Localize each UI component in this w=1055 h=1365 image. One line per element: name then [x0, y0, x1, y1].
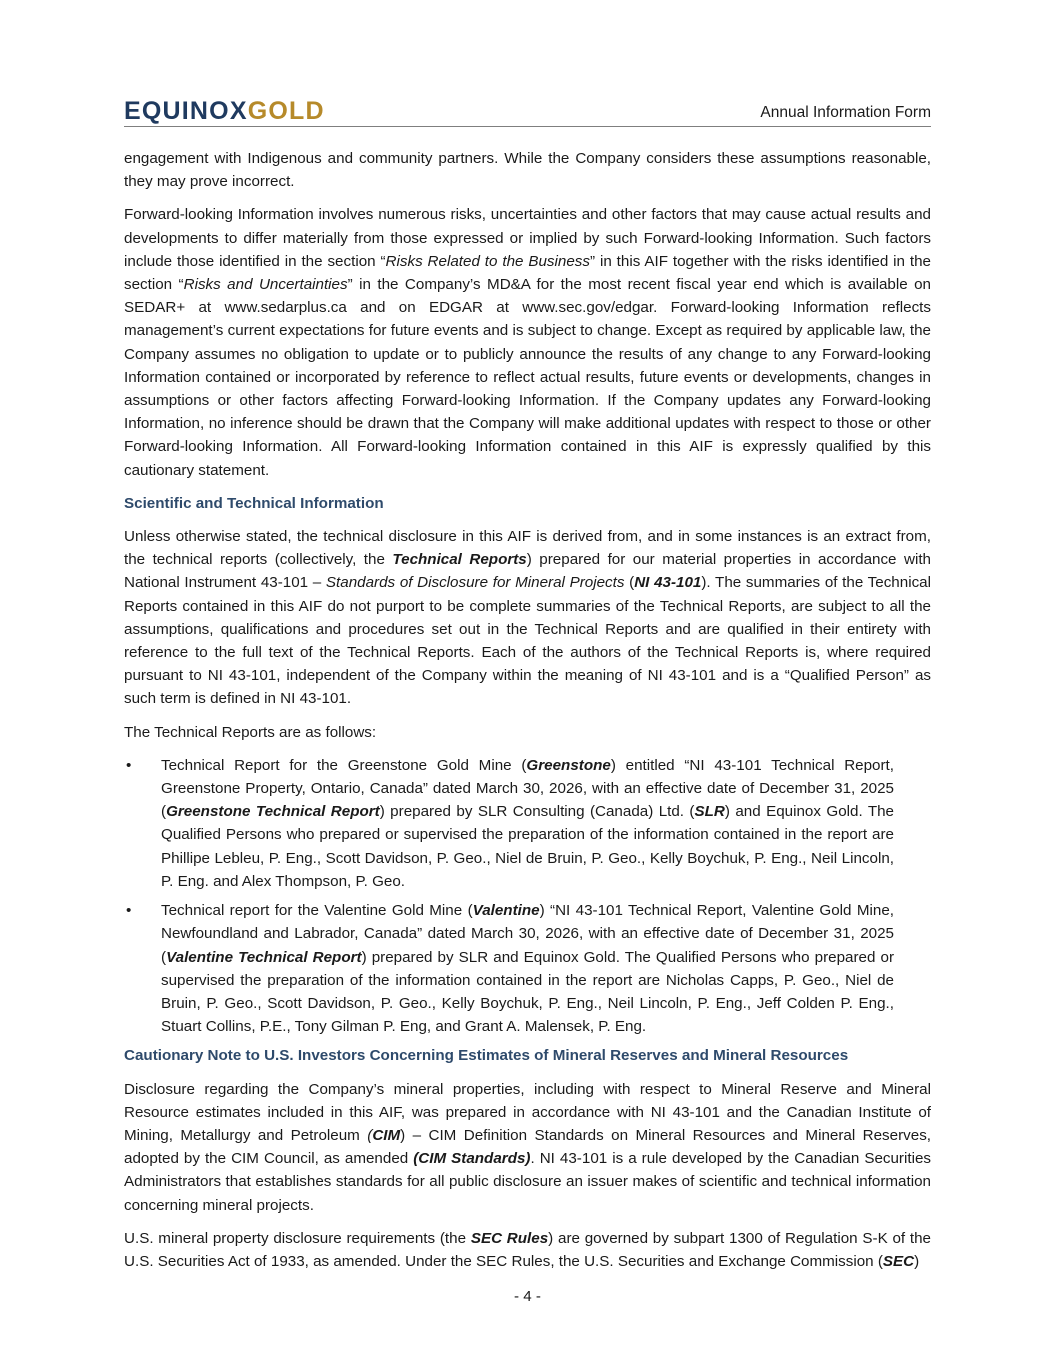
- paragraph-mineral-disclosure: Disclosure regarding the Company’s mineral properties, including with respect to Mineral Reserve and Mineral Resource estimates included in this AIF, was prepared in accordance with NI 43-101 and the Canadian Institute of Mining, Metallurgy and Petroleum (CIM) – CIM Definition Standards on Mineral Resources and Mineral Reserves, adopted by the CIM Council, as amended (CIM Standards). NI 43-101 is a rule developed by the Canadian Securities Administrators that establishes standards for all public disclosure an issuer makes of scientific and technical information concerning mineral projects.: [124, 1080, 932, 1214]
- page-number: - 4 -: [513, 1288, 541, 1305]
- document-body: [124, 147, 931, 1283]
- document-title: Annual Information Form: [760, 104, 931, 121]
- equinox-gold-logo: EQUINOXGOLD: [124, 97, 325, 125]
- heading-scientific-technical: Scientific and Technical Information: [124, 494, 384, 512]
- list-item-valentine: • Technical report for the Valentine Gold Mine (Valentine) “NI 43-101 Technical Report, Valentine Gold Mine, Newfoundland and Labrador, Canada” dated March 30, 2026, with an effective date of December 31, 2025 (Valentine Technical Report) prepared by SLR and Equinox Gold. The Qualified Persons who prepared or supervised the preparation of the information contained in the report are Nicholas Capps, P. Geo., Niel de Bruin, P. Geo., Scott Davidson, P. Geo., Kelly Boychuk, P. Eng., Neil Lincoln, P. Eng., Jeff Colden P. Eng., Stuart Collins, P.E., Tony Gilman P. Eng, and Grant A. Malensek, P. Eng.: [124, 899, 931, 1038]
- paragraph-technical-disclosure: Unless otherwise stated, the technical disclosure in this AIF is derived from, and in some instances is an extract from, the technical reports (collectively, the Technical Reports) prepared for our material properties in accordance with National Instrument 43-101 – Standards of Disclosure for Mineral Projects (NI 43-101). The summaries of the Technical Reports contained in this AIF do not purport to be complete summaries of the Technical Reports, are subject to all the assumptions, qualifications and procedures set out in the Technical Reports and are qualified in their entirety with reference to the full text of the Technical Reports. Each of the authors of the Technical Reports is, where required pursuant to NI 43-101, independent of the Company within the meaning of NI 43-101 and is a “Qualified Person” as such term is defined in NI 43-101.: [124, 528, 931, 708]
- technical-reports-list: [124, 754, 931, 1038]
- page-header: [124, 98, 931, 127]
- list-item-greenstone: • Technical Report for the Greenstone Gold Mine (Greenstone) entitled “NI 43-101 Technical Report, Greenstone Property, Ontario, Canada” dated March 30, 2026, with an effective date of December 31, 2025 (Greenstone Technical Report) prepared by SLR Consulting (Canada) Ltd. (SLR) and Equinox Gold. The Qualified Persons who prepared or supervised the preparation of the information contained in the report are Phillipe Lebleu, P. Eng., Scott Davidson, P. Geo., Niel de Bruin, P. Geo., Kelly Boychuk, P. Eng., Neil Lincoln, P. Eng. and Alex Thompson, P. Geo.: [124, 754, 931, 893]
- paragraph-sec-rules: U.S. mineral property disclosure requirements (the SEC Rules) are governed by subpart 1300 of Regulation S-K of the U.S. Securities Act of 1933, as amended. Under the SEC Rules, the U.S. Securities and Exchange Commission (SEC): [124, 1229, 931, 1270]
- paragraph-reports-intro: The Technical Reports are as follows:: [124, 723, 377, 741]
- paragraph-assumptions: engagement with Indigenous and community partners. While the Company considers these assumptions reasonable, they may prove incorrect.: [124, 150, 931, 191]
- bullet-icon: •: [126, 756, 132, 774]
- heading-cautionary-note: Cautionary Note to U.S. Investors Concerning Estimates of Mineral Reserves and Mineral Resources: [124, 1047, 849, 1065]
- paragraph-forward-looking-risks: Forward-looking Information involves numerous risks, uncertainties and other factors that may cause actual results and developments to differ materially from those expressed or implied by such Forward-looking Information. Such factors include those identified in the section “Risks Related to the Business” in this AIF together with the risks identified in the section “Risks and Uncertainties” in the Company’s MD&A for the most recent fiscal year end which is available on SEDAR+ at www.sedarplus.ca and on EDGAR at www.sec.gov/edgar. Forward-looking Information reflects management’s current expectations for future events and is subject to change. Except as required by applicable law, the Company assumes no obligation to update or to publicly announce the results of any change to any Forward-looking Information contained or incorporated by reference to reflect actual results, future events or developments, changes in assumptions or other factors affecting Forward-looking Information. If the Company updates any Forward-looking Information, no inference should be drawn that the Company will make additional updates with respect to those or other Forward-looking Information. All Forward-looking Information contained in this AIF is expressly qualified by this cautionary statement.: [124, 206, 931, 479]
- bullet-icon: •: [126, 902, 132, 920]
